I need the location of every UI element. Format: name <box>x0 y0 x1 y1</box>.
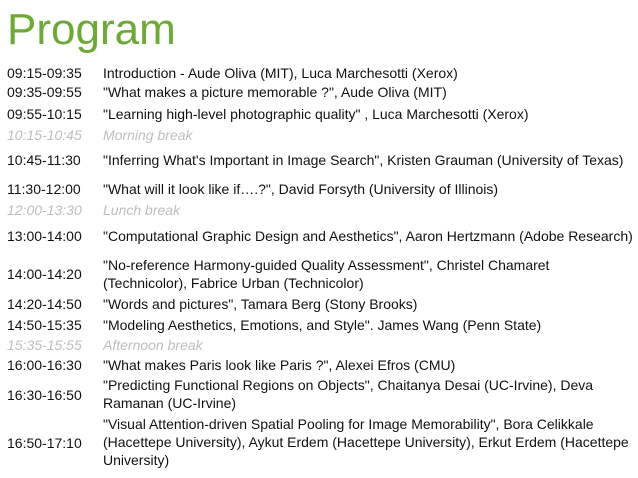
session-title: "What makes Paris look like Paris ?", Alexei Efros (CMU) <box>103 357 456 373</box>
session-title: "Predicting Functional Regions on Objects", Chaitanya Desai (UC-Irvine), Deva Ramanan (UC-Irvine) <box>103 377 594 411</box>
session-time: 09:15-09:35 <box>7 65 82 81</box>
break-label: Afternoon break <box>103 337 203 353</box>
session-time: 16:00-16:30 <box>7 357 82 373</box>
session-title: "Words and pictures", Tamara Berg (Stony Brooks) <box>103 296 418 312</box>
break-time: 15:35-15:55 <box>7 337 82 353</box>
session-time: 11:30-12:00 <box>7 181 81 197</box>
session-title: "Computational Graphic Design and Aesthetics", Aaron Hertzmann (Adobe Research) <box>103 228 633 244</box>
session-title: "No-reference Harmony-guided Quality Assessment", Christel Chamaret (Technicolor), Fabrice Urban (Technicolor) <box>103 257 550 291</box>
session-title: "Inferring What's Important in Image Search", Kristen Grauman (University of Texas) <box>103 152 624 168</box>
break-time: 10:15-10:45 <box>7 127 82 143</box>
session-time: 10:45-11:30 <box>7 152 81 168</box>
session-title: Introduction - Aude Oliva (MIT), Luca Marchesotti (Xerox) <box>103 65 458 81</box>
break-label: Morning break <box>103 127 193 143</box>
session-time: 16:30-16:50 <box>7 387 82 403</box>
break-time: 12:00-13:30 <box>7 202 82 218</box>
session-time: 16:50-17:10 <box>7 435 82 451</box>
session-time: 09:35-09:55 <box>7 84 82 100</box>
session-title: "What will it look like if….?", David Forsyth (University of Illinois) <box>103 181 499 197</box>
session-time: 14:50-15:35 <box>7 317 82 333</box>
session-title: "Learning high-level photographic quality" , Luca Marchesotti (Xerox) <box>103 106 529 122</box>
session-time: 14:00-14:20 <box>7 266 82 282</box>
session-title: "What makes a picture memorable ?", Aude Oliva (MIT) <box>103 84 447 100</box>
session-title: "Visual Attention-driven Spatial Pooling for Image Memorability", Bora Celikkale (Hacettepe University), Aykut Erdem (Hacettepe University), Erkut Erdem (Hacettepe University) <box>103 416 629 468</box>
session-title: "Modeling Aesthetics, Emotions, and Style". James Wang (Penn State) <box>103 317 542 333</box>
break-label: Lunch break <box>103 202 181 218</box>
page-title: Program <box>7 5 176 54</box>
session-time: 09:55-10:15 <box>7 106 82 122</box>
session-time: 14:20-14:50 <box>7 296 82 312</box>
session-time: 13:00-14:00 <box>7 228 82 244</box>
